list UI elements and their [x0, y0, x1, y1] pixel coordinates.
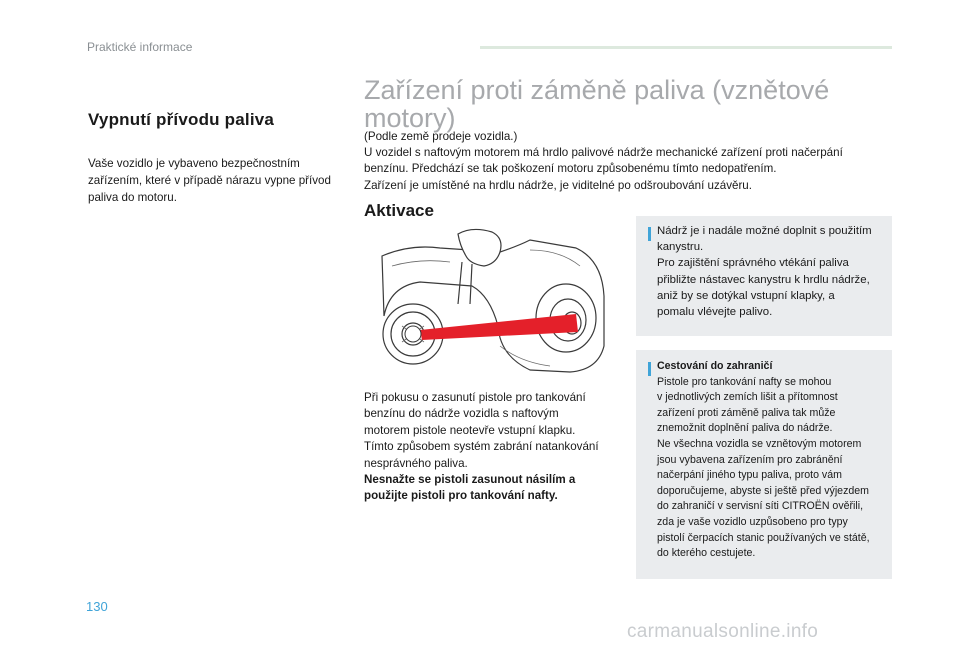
- intro-line: Zařízení je umístěné na hrdlu nádrže, je viditelné po odšroubování uzávěru.: [364, 178, 752, 192]
- activation-warning-line: použijte pistoli pro tankování nafty.: [364, 489, 558, 503]
- activation-text: [364, 390, 626, 505]
- section-label: Praktické informace: [87, 40, 193, 54]
- left-body-line: zařízením, které v případě nárazu vypne přívod: [88, 174, 331, 187]
- activation-line: Tímto způsobem systém zabrání natankování: [364, 440, 599, 454]
- left-section-title: Vypnutí přívodu paliva: [88, 110, 275, 129]
- header-rule: [480, 46, 892, 49]
- note-line: pomalu vlévejte palivo.: [657, 306, 773, 319]
- note-line: pistolí čerpacích stanic používaných ve státě,: [657, 531, 870, 544]
- note-line: načerpání jiného typu paliva, proto vám: [657, 469, 842, 482]
- intro-line: benzínu. Předchází se tak poškození motoru způsobenému tímto nedopatřením.: [364, 162, 777, 176]
- left-body-line: paliva do motoru.: [88, 191, 177, 204]
- note-line: do zahraničí v servisní síti CITROËN ověřili,: [657, 500, 864, 513]
- page-number: 130: [86, 599, 108, 614]
- note-line: zařízení proti záměně paliva tak může: [657, 406, 836, 419]
- note-line: jsou vybavena zařízením pro zabránění: [657, 453, 843, 466]
- note-line: Ne všechna vozidla se vznětovým motorem: [657, 437, 862, 450]
- activation-title: Aktivace: [364, 201, 434, 220]
- note-line: Nádrž je i nadále možné doplnit s použitím: [657, 225, 872, 237]
- note-marker-icon: [648, 227, 651, 241]
- activation-warning-line: Nesnažte se pistoli zasunout násilím a: [364, 473, 576, 487]
- activation-line: Při pokusu o zasunutí pistole pro tankování: [364, 391, 586, 404]
- left-section-body: [88, 155, 350, 206]
- intro-line: (Podle země prodeje vozidla.): [364, 130, 518, 143]
- activation-line: nesprávného paliva.: [364, 456, 468, 470]
- intro-paragraph: [364, 129, 894, 194]
- activation-line: benzínu do nádrže vozidla s naftovým: [364, 407, 559, 421]
- note-line: doporučujeme, abyste si ještě před výjezdem: [657, 484, 869, 497]
- note-title: Cestování do zahraničí: [657, 360, 773, 372]
- note-line: Pro zajištění správného vtékání paliva: [657, 257, 849, 270]
- note-line: znemožnit doplnění paliva do nádrže.: [657, 422, 833, 435]
- note-text: [657, 223, 886, 320]
- note-line: kanystru.: [657, 241, 704, 254]
- left-body-line: Vaše vozidlo je vybaveno bezpečnostním: [88, 157, 300, 170]
- note-line: zda je vaše vozidlo uzpůsobeno pro typy: [657, 515, 848, 528]
- note-box-canister: [636, 216, 892, 336]
- fuel-filler-illustration: [380, 226, 607, 374]
- intro-line: U vozidel s naftovým motorem má hrdlo palivové nádrže mechanické zařízení proti načerpání: [364, 146, 843, 160]
- watermark: carmanualsonline.info: [627, 621, 819, 642]
- note-line: přibližte nástavec kanystru k hrdlu nádrže,: [657, 273, 870, 286]
- note-line: do kterého cestujete.: [657, 547, 756, 560]
- note-line: v jednotlivých zemích lišit a přítomnost: [657, 391, 838, 404]
- note-marker-icon: [648, 362, 651, 376]
- note-box-travel-abroad: [636, 350, 892, 579]
- note-line: Pistole pro tankování nafty se mohou: [657, 375, 832, 388]
- note-line: aniž by se dotýkal vstupní klapky, a: [657, 289, 835, 302]
- activation-line: motorem pistole neotevře vstupní klapku.: [364, 423, 576, 437]
- page-title: Zařízení proti záměně paliva (vznětové motory): [364, 75, 830, 133]
- note-text: [657, 359, 886, 562]
